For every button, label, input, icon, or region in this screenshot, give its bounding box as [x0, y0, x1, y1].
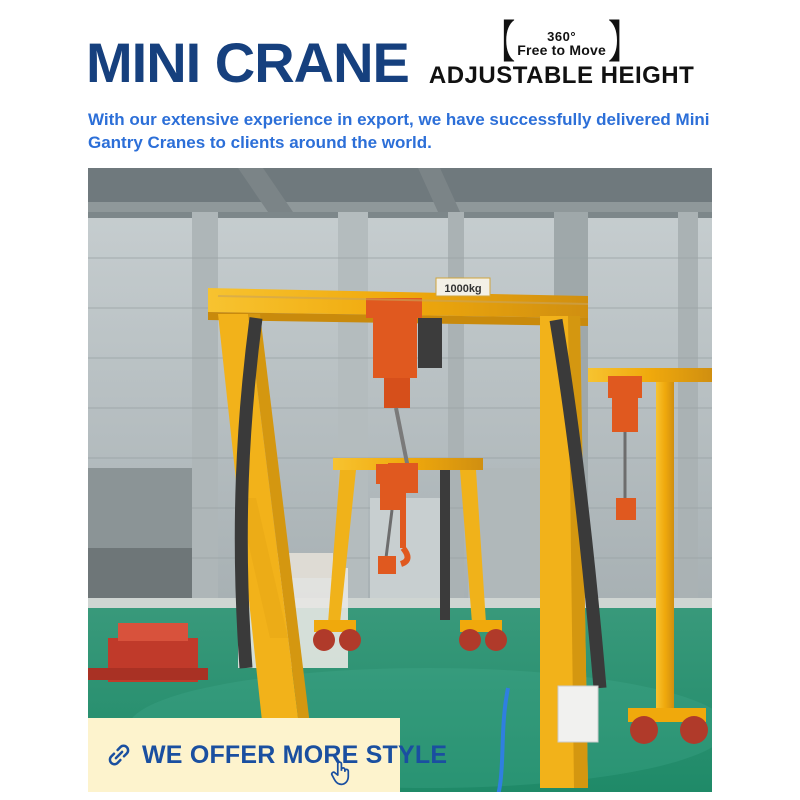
right-bracket: 】 — [607, 18, 638, 68]
free-to-move-badge — [485, 18, 638, 68]
badge-lines — [515, 30, 608, 58]
page-title: MINI CRANE — [86, 31, 409, 94]
more-style-cta[interactable] — [88, 718, 448, 792]
hand-cursor-icon — [328, 758, 354, 788]
link-icon — [104, 740, 134, 770]
subtitle-text: With our extensive experience in export, we have successfully delivered Mini Gantry Cranes to clients around the world. — [88, 110, 710, 152]
left-bracket: 【 — [485, 18, 516, 68]
header — [0, 0, 800, 160]
title-right-group — [428, 18, 695, 92]
title-row — [86, 18, 746, 94]
badge-free-to-move: Free to Move — [517, 42, 606, 59]
cta-label: WE OFFER MORE STYLE — [142, 740, 448, 769]
hoist-capacity-label: 1000kg — [444, 283, 482, 295]
product-photo — [88, 168, 712, 792]
photo-illustration — [88, 168, 712, 792]
badge-degrees: 360° — [547, 28, 577, 44]
adjustable-height-label: ADJUSTABLE HEIGHT — [428, 62, 695, 89]
